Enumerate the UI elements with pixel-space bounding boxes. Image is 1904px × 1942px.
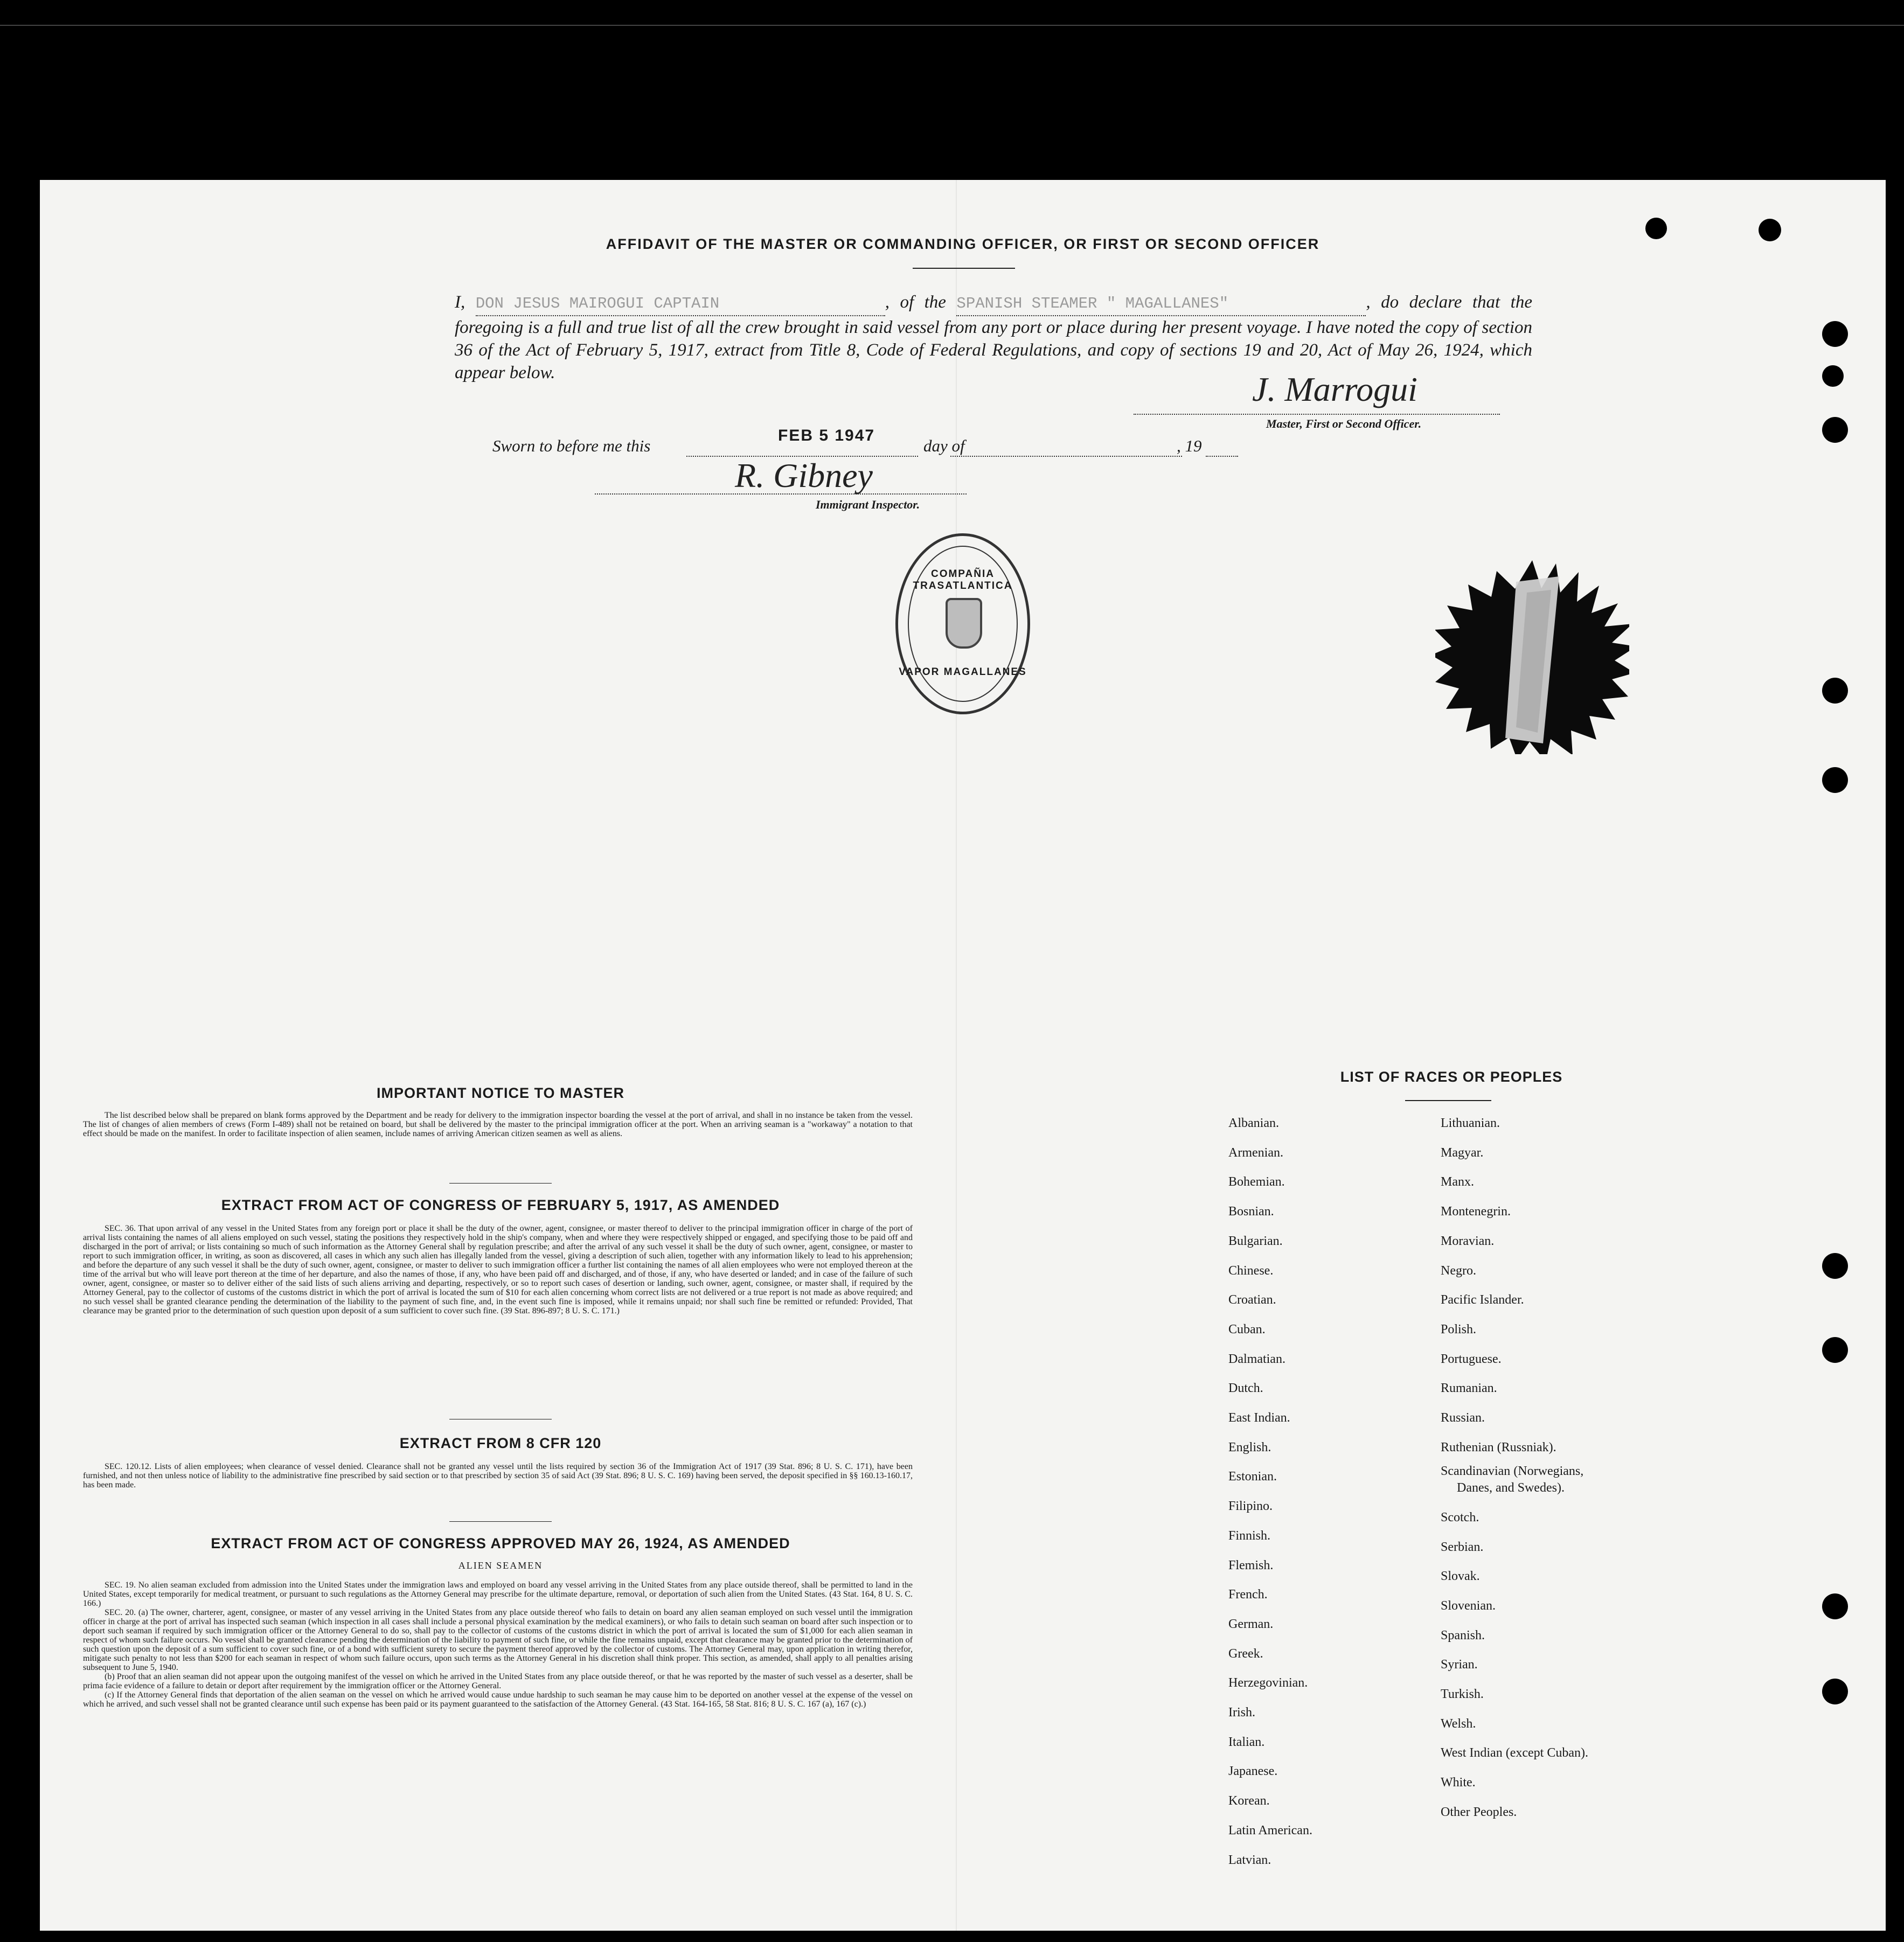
notice-paragraph: The list described below shall be prepared on blank forms approved by the Department and be ready for delivery to the immigration inspector boarding the vessel at the port of arrival, and shall in no instance be taken from the vessel. The list of changes of alien members of crews (Form I-489) shall not be retained on board, but shall be delivered by the master to the principal immigration officer at the port. When an arriving seaman is a "workaway" a notation to that effect should be made on the manifest. In order to facilitate inspection of alien seamen, include names of arriving American citizen seamen as well as aliens.: [83, 1111, 913, 1138]
race-item: Magyar.: [1441, 1145, 1484, 1160]
master-name-field: DON JESUS MAIROGUI CAPTAIN: [476, 293, 885, 316]
race-item: Bosnian.: [1228, 1205, 1274, 1219]
race-item: Dalmatian.: [1228, 1352, 1285, 1366]
sec36-paragraph: SEC. 36. That upon arrival of any vessel in the United States from any foreign port or place it shall be the duty of the owner, agent, consignee, or master thereof to deliver to the principal immigration officer in charge of the port of arrival lists containing the names of all aliens employed on such vessel, stating the positions they respectively hold in the ship's company, when and where they were respectively shipped or engaged, and specifying those to be paid off and discharged in the port of arrival; or lists containing so much of such information as the Attorney General shall by regulation prescribe; and after the arrival of any such vessel it shall be the duty of such owner, agent, consignee, or master to report to such immigration officer, in writing, as soon as discovered, all cases in which any such alien has illegally landed from the vessel, giving a description of such alien, together with any information likely to lead to his apprehension; and before the departure of any such vessel it shall be the duty of such owner, agent, consignee, or master to deliver to such immigration officer a further list containing the names of all alien employees who were not employed thereon at the time of the arrival but who will leave port thereon at the time of her departure, and also the names of those, if any, who have been paid off and discharged, and of those, if any, who have deserted or landed; and in case of the failure of such owner, agent, consignee, or master so to deliver either of the said lists of such aliens arriving and departing, respectively, or so to report such cases of desertion or landing, such owner, agent, consignee, or master shall, if required by the Attorney General, pay to the collector of customs of the customs district in which the port of arrival is located the sum of $10 for each alien concerning whom correct lists are not delivered or a true report is not made as above required; and no such vessel shall be granted clearance pending the determination of the liability to the payment of such fine, and, in the event such fine is imposed, while it remains unpaid; nor shall such fine be remitted or refunded: Provided, That clearance may be granted prior to the determination of such question upon deposit of a sum sufficient to cover such fine. (39 Stat. 896-897; 8 U. S. C. 171.): [83, 1224, 913, 1315]
starburst-wafer-seal-icon: [1435, 560, 1629, 754]
race-item: Rumanian.: [1441, 1381, 1497, 1396]
race-item: Dutch.: [1228, 1381, 1263, 1396]
race-item: Croatian.: [1228, 1293, 1276, 1307]
seal-top-text: COMPAÑIA TRASATLANTICA: [913, 568, 1013, 591]
extract-cfr-title: EXTRACT FROM 8 CFR 120: [399, 1435, 602, 1451]
race-item: German.: [1228, 1617, 1274, 1631]
race-item: Scotch.: [1441, 1510, 1479, 1525]
punch-hole: [1822, 1593, 1848, 1619]
race-item: Russian.: [1441, 1411, 1485, 1425]
punch-hole: [1822, 1337, 1848, 1363]
race-item: French.: [1228, 1588, 1268, 1602]
notice-text: [83, 1111, 913, 1138]
do-declare-label: , do declare: [1366, 293, 1462, 312]
day-of-label: day of: [923, 436, 965, 455]
document-page: [40, 180, 1886, 1931]
race-item: Italian.: [1228, 1735, 1265, 1749]
race-item: Slovak.: [1441, 1569, 1480, 1584]
race-item: Moravian.: [1441, 1234, 1495, 1248]
master-signature: J. Marrogui: [1252, 370, 1417, 408]
race-item: Latin American.: [1228, 1823, 1312, 1837]
sec20a-paragraph: SEC. 20. (a) The owner, charterer, agent, consignee, or master of any vessel arriving in the United States from any place outside thereof who fails to detain on board any alien seaman employed on such vessel until the immigration officer in charge at the port of arrival has inspected such seaman (which inspection in all cases shall include a personal physical examination by the medical examiners), or who fails to detain such seaman on board after such inspection or to deport such seaman if required by such immigration officer or the Attorney General to do so, shall pay to the collector of customs of the customs district in which the port of arrival is located the sum of $1,000 for each alien seaman in respect of whom such failure occurs. No vessel shall be granted clearance pending the determination of the liability to payment of such fine, or while the fine remains unpaid, except that clearance may be granted prior to the determination of such question upon the deposit of a sum sufficient to cover such fine, or of a bond with sufficient surety to secure the payment thereof approved by the collector of customs. The Attorney General may, upon application in writing therefor, mitigate such penalty to not less than $200 for each seaman in respect of whom such failure occurs, upon such terms as the Attorney General in his discretion shall think proper. This section, as amended, shall apply to all penalties arising subsequent to June 5, 1940.: [83, 1608, 913, 1672]
race-item: Welsh.: [1441, 1716, 1476, 1731]
race-item: Serbian.: [1441, 1540, 1484, 1554]
extract-cfr-text: [83, 1462, 913, 1489]
sec20b-paragraph: (b) Proof that an alien seaman did not appear upon the outgoing manifest of the vessel on which he arrived in the United States from any place outside thereof, or that he was reported by the master of such vessel as a deserter, shall be prima facie evidence of a failure to detain or deport after requirement by the immigration officer or the Attorney General.: [83, 1672, 913, 1690]
notice-title: IMPORTANT NOTICE TO MASTER: [377, 1085, 624, 1101]
month-line: [950, 456, 1182, 457]
race-item: Filipino.: [1228, 1499, 1273, 1514]
punch-hole: [1822, 678, 1848, 704]
race-item: Finnish.: [1228, 1528, 1271, 1543]
race-item: Manx.: [1441, 1175, 1474, 1189]
seal-bottom-text: VAPOR MAGALLANES: [899, 666, 1027, 678]
race-item: Albanian.: [1228, 1116, 1279, 1130]
race-item: Polish.: [1441, 1322, 1477, 1337]
sworn-label: Sworn to before me this: [492, 436, 651, 455]
race-item: Cuban.: [1228, 1322, 1266, 1337]
race-item: Japanese.: [1228, 1764, 1278, 1779]
race-item: English.: [1228, 1440, 1271, 1454]
race-item: East Indian.: [1228, 1411, 1290, 1425]
race-item: Other Peoples.: [1441, 1805, 1517, 1819]
race-item: Flemish.: [1228, 1558, 1274, 1572]
race-item: Portuguese.: [1441, 1352, 1502, 1366]
race-item: Scandinavian (Norwegians,: [1441, 1464, 1584, 1479]
race-item: Syrian.: [1441, 1658, 1478, 1672]
race-item: Bulgarian.: [1228, 1234, 1283, 1248]
affidavit-title: AFFIDAVIT OF THE MASTER OR COMMANDING OFFICER, OR FIRST OR SECOND OFFICER: [606, 236, 1320, 252]
race-item: Montenegrin.: [1441, 1205, 1511, 1219]
sec19-paragraph: SEC. 19. No alien seaman excluded from admission into the United States under the immigration laws and employed on board any vessel arriving in the United States from any place outside thereof, shall be permitted to land in the United States, except temporarily for medical treatment, or pursuant to such regulations as the Attorney General may prescribe for the ultimate departure, removal, or deportation of such alien from the United States. (43 Stat. 164, 8 U. S. C. 166.): [83, 1581, 913, 1608]
race-item: Pacific Islander.: [1441, 1293, 1524, 1307]
punch-hole: [1822, 321, 1848, 347]
of-the-label: , of the: [885, 293, 946, 312]
race-item: Turkish.: [1441, 1687, 1484, 1701]
race-item: Negro.: [1441, 1263, 1476, 1278]
extract-1917-title: EXTRACT FROM ACT OF CONGRESS OF FEBRUARY 5, 1917, AS AMENDED: [221, 1197, 780, 1213]
divider: [449, 1521, 552, 1522]
race-item: Lithuanian.: [1441, 1116, 1500, 1130]
race-item: Estonian.: [1228, 1470, 1277, 1484]
race-item: Spanish.: [1441, 1628, 1485, 1642]
race-item: Armenian.: [1228, 1145, 1283, 1160]
alien-seamen-subtitle: ALIEN SEAMEN: [458, 1560, 543, 1571]
scan-top-edge-line: [0, 25, 1904, 26]
company-seal-stamp: [895, 533, 1030, 714]
sworn-date-stamp: FEB 5 1947: [778, 427, 875, 444]
punch-hole: [1822, 1253, 1848, 1279]
punch-hole: [1822, 1679, 1848, 1704]
divider: [449, 1183, 552, 1184]
vessel-name-field: SPANISH STEAMER " MAGALLANES": [956, 293, 1366, 316]
race-item: Danes, and Swedes).: [1457, 1481, 1565, 1495]
race-item: West Indian (except Cuban).: [1441, 1746, 1588, 1760]
sec120-paragraph: SEC. 120.12. Lists of alien employees; when clearance of vessel denied. Clearance shall not be granted any vessel until the lists required by section 36 of the Immigration Act of 1917 (39 Stat. 896; 8 U. S. C. 171), have been furnished, and not then unless notice of liability to the administrative fine prescribed by said section or to that prescribed by section 35 of said Act (39 Stat. 896; 8 U. S. C. 169) having been served, the deposit specified in §§ 160.13-160.17, has been made.: [83, 1462, 913, 1489]
crest-icon: [946, 598, 982, 649]
race-item: Bohemian.: [1228, 1175, 1285, 1189]
race-item: Slovenian.: [1441, 1598, 1496, 1613]
race-item: Herzegovinian.: [1228, 1676, 1308, 1690]
race-item: Greek.: [1228, 1646, 1263, 1661]
master-signature-line: [1134, 414, 1500, 415]
race-item: White.: [1441, 1776, 1476, 1790]
punch-hole: [1822, 365, 1844, 387]
race-item: Ruthenian (Russniak).: [1441, 1440, 1556, 1454]
inspector-label: Immigrant Inspector.: [816, 498, 920, 511]
title-divider: [913, 268, 1015, 269]
race-item: Irish.: [1228, 1706, 1255, 1720]
race-item: Korean.: [1228, 1794, 1270, 1808]
races-list-title: LIST OF RACES OR PEOPLES: [1340, 1069, 1563, 1085]
i-label: I,: [455, 293, 465, 312]
extract-1924-title: EXTRACT FROM ACT OF CONGRESS APPROVED MAY 26, 1924, AS AMENDED: [211, 1535, 790, 1551]
sec20c-paragraph: (c) If the Attorney General finds that deportation of the alien seaman on the vessel on which he arrived would cause undue hardship to such seaman he may cause him to be deported on another vessel at the expense of the vessel on which he arrived, and such vessel shall not be granted clearance until such expense has been paid or its payment guaranteed to the satisfaction of the Attorney General. (43 Stat. 164-165, 58 Stat. 816; 8 U. S. C. 167 (a), 167 (c).): [83, 1690, 913, 1709]
extract-1917-text: [83, 1224, 913, 1315]
punch-hole: [1822, 417, 1848, 443]
race-item: Latvian.: [1228, 1853, 1271, 1867]
declaration-text: that the foregoing is a full and true list of all the crew brought in said vessel from any port or place during her present voyage. I have noted the copy of section 36 of the Act of February 5, 1917, extract from Title 8, Code of Federal Regulations, and copy of sections 19 and 20, Act of May 26, 1924, which appear below.: [455, 293, 1532, 382]
year-prefix-label: , 19: [1177, 436, 1202, 455]
inspector-signature: R. Gibney: [735, 456, 873, 495]
races-divider: [1405, 1100, 1491, 1101]
extract-1924-text: [83, 1581, 913, 1709]
race-item: Chinese.: [1228, 1263, 1274, 1278]
master-signature-label: Master, First or Second Officer.: [1266, 417, 1422, 430]
year-line: [1206, 456, 1238, 457]
punch-hole: [1822, 767, 1848, 793]
